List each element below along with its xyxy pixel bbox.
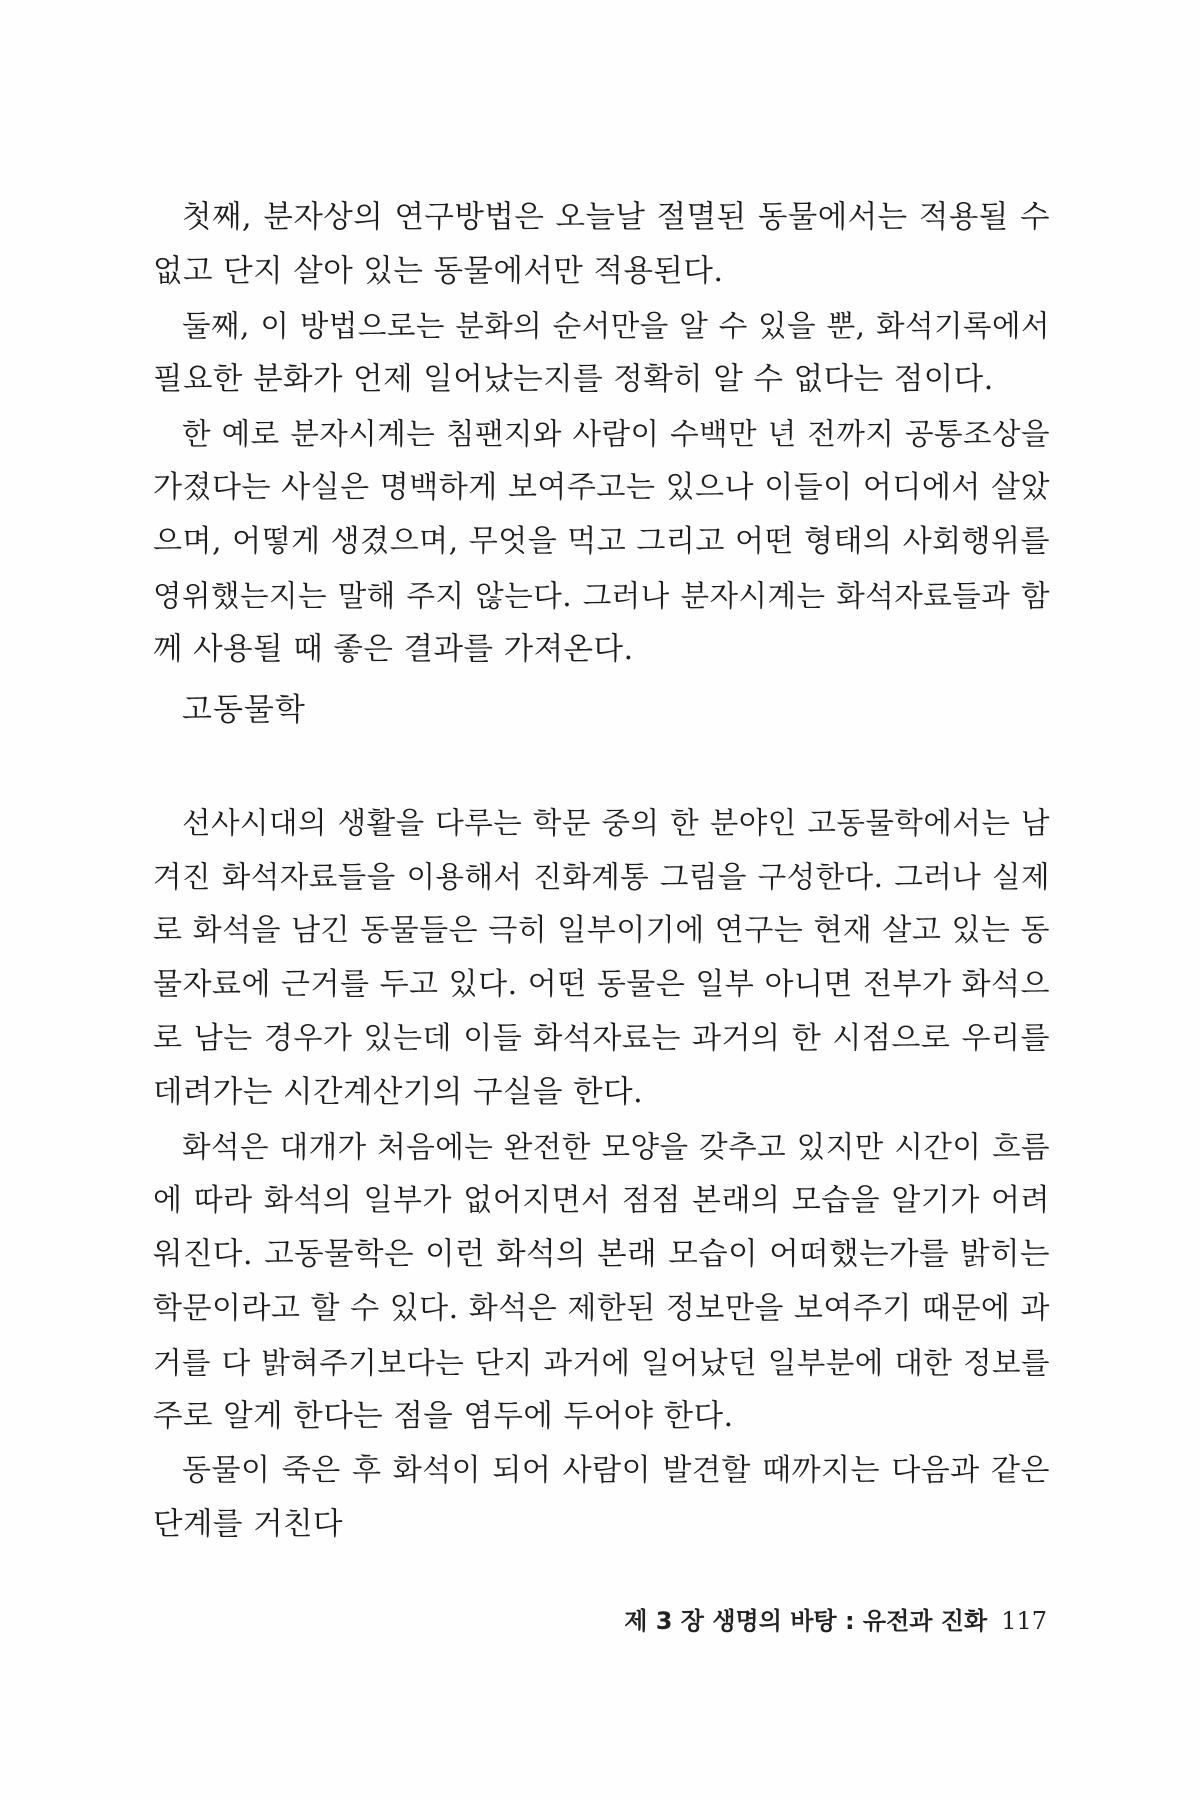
- chapter-title: 제 3 장 생명의 바탕 : 유전과 진화: [624, 1607, 988, 1635]
- section-heading: 고동물학: [182, 692, 306, 728]
- text-line: 둘째, 이 방법으로는 분화의 순서만을 알 수 있을 뿐, 화석기록에서: [182, 309, 1050, 343]
- text-line: 첫째, 분자상의 연구방법은 오늘날 절멸된 동물에서는 적용될 수: [182, 200, 1050, 235]
- text-line: 주로 알게 한다는 점을 염두에 두어야 한다.: [153, 1399, 734, 1434]
- text-line: 께 사용될 때 좋은 결과를 가져온다.: [153, 632, 634, 667]
- text-line: 로 남는 경우가 있는데 이들 화석자료는 과거의 한 시점으로 우리를: [153, 1021, 1050, 1056]
- text-line: 필요한 분화가 언제 일어났는지를 정확히 알 수 없다는 점이다.: [153, 362, 994, 397]
- text-line: 동물이 죽은 후 화석이 되어 사람이 발견할 때까지는 다음과 같은: [182, 1453, 1050, 1488]
- text-line: 물자료에 근거를 두고 있다. 어떤 동물은 일부 아니면 전부가 화석으: [153, 967, 1050, 1002]
- text-line: 한 예로 분자시계는 침팬지와 사람이 수백만 년 전까지 공통조상을: [182, 417, 1050, 451]
- text-line: 으며, 어떻게 생겼으며, 무엇을 먹고 그리고 어떤 형태의 사회행위를: [153, 524, 1050, 559]
- text-line: 데려가는 시간계산기의 구실을 한다.: [153, 1075, 644, 1110]
- text-line: 거를 다 밝혀주기보다는 단지 과거에 일어났던 일부분에 대한 정보를: [153, 1346, 1050, 1380]
- text-line: 워진다. 고동물학은 이런 화석의 본래 모습이 어떠했는가를 밝히는: [153, 1237, 1050, 1272]
- text-line: 에 따라 화석의 일부가 없어지면서 점점 본래의 모습을 알기가 어려: [153, 1183, 1050, 1218]
- page-number: 117: [1001, 1607, 1047, 1635]
- text-line: 없고 단지 살아 있는 동물에서만 적용된다.: [153, 254, 724, 289]
- running-footer: [624, 1605, 1047, 1637]
- text-line: 단계를 거친다: [153, 1507, 343, 1542]
- text-line: 학문이라고 할 수 있다. 화석은 제한된 정보만을 보여주기 때문에 과: [153, 1291, 1050, 1326]
- text-line: 가졌다는 사실은 명백하게 보여주고는 있으나 이들이 어디에서 살았: [153, 470, 1050, 505]
- text-line: 선사시대의 생활을 다루는 학문 중의 한 분야인 고동물학에서는 남: [182, 806, 1050, 840]
- text-line: 화석은 대개가 처음에는 완전한 모양을 갖추고 있지만 시간이 흐름: [182, 1130, 1050, 1164]
- text-line: 겨진 화석자료들을 이용해서 진화계통 그림을 구성한다. 그러나 실제: [153, 860, 1050, 894]
- paragraph-block-paleozoology: [153, 796, 1050, 1552]
- text-line: 로 화석을 남긴 동물들은 극히 일부이기에 연구는 현재 살고 있는 동: [153, 913, 1050, 948]
- text-line: 영위했는지는 말해 주지 않는다. 그러나 분자시계는 화석자료들과 함: [153, 579, 1050, 613]
- paragraph-block-molecular: [153, 191, 1050, 677]
